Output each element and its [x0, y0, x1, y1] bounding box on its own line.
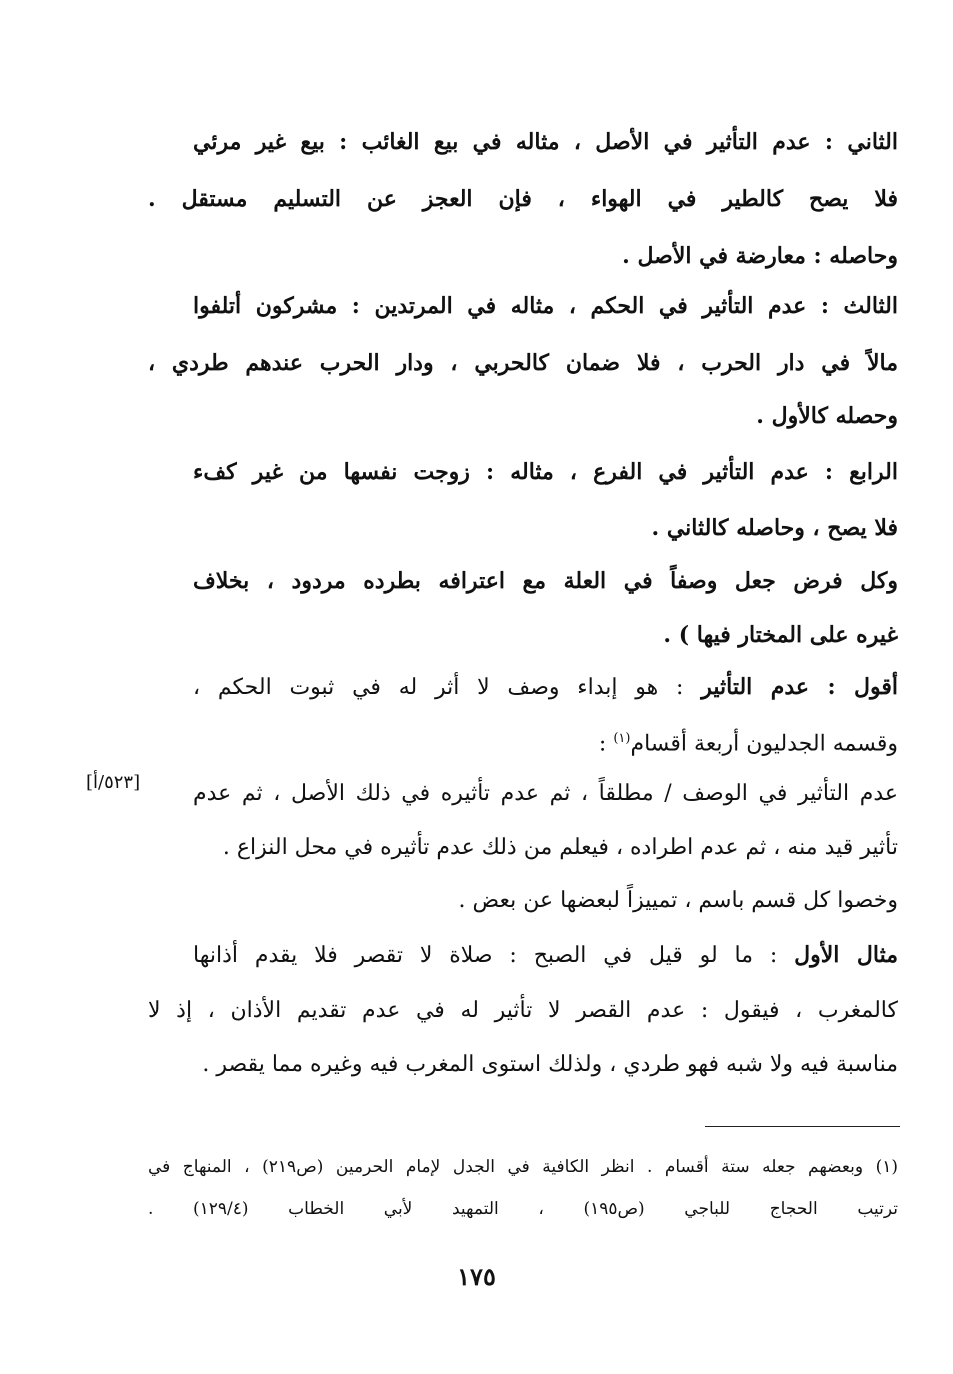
- mithal-text: : ما لو قيل في الصبح : صلاة لا تقصر فلا يقدم أذانها: [193, 943, 795, 968]
- footnote-line-2: ترتيب الحجاج للباجي (ص١٩٥) ، التمهيد لأبي الخطاب (١٢٩/٤) .: [148, 1199, 898, 1219]
- matn-line-7: الرابع : عدم التأثير في الفرع ، مثاله : زوجت نفسها من غير كفء: [193, 459, 898, 485]
- commentary-line-11: [193, 665, 898, 709]
- matn-line-2: فلا يصح كالطير في الهواء ، فإن العجز عن التسليم مستقل .: [148, 186, 898, 212]
- footnote-separator: [705, 1126, 900, 1127]
- matn-line-10: غيره على المختار فيها ) .: [663, 622, 898, 648]
- commentary-line-14: تأثير قيد منه ، ثم عدم اطراده ، فيعلم من ذلك عدم تأثيره في محل النزاع .: [222, 835, 898, 860]
- matn-line-3: وحاصله : معارضة في الأصل .: [622, 243, 898, 269]
- footnote-marker: (١): [613, 731, 631, 746]
- aqulu-label: أقول : عدم التأثير: [701, 674, 898, 700]
- line-12-text: وقسمه الجدليون أربعة أقسام: [630, 731, 898, 757]
- commentary-line-17: كالمغرب ، فيقول : عدم القصر لا تأثير له في عدم تقديم الأذان ، إذ لا: [148, 998, 898, 1023]
- matn-line-8: فلا يصح ، وحاصله كالثاني .: [651, 515, 898, 541]
- commentary-line-13: عدم التأثير في الوصف / مطلقاً ، ثم عدم تأثيره في ذلك الأصل ، ثم عدم: [193, 781, 898, 806]
- commentary-line-12: [148, 717, 898, 761]
- commentary-line-16: [193, 933, 898, 977]
- matn-line-9: وكل فرض جعل وصفاً في العلة مع اعترافه بطرده مردود ، بخلاف: [193, 568, 898, 594]
- page-number: ١٧٥: [457, 1262, 496, 1291]
- manuscript-folio-ref: [٥٢٣/أ]: [86, 772, 141, 793]
- commentary-line-15: وخصوا كل قسم باسم ، تمييزاً لبعضها عن بعض .: [458, 888, 898, 913]
- mithal-label: مثال الأول: [794, 942, 898, 968]
- matn-line-1: الثاني : عدم التأثير في الأصل ، مثاله في بيع الغائب : بيع غير مرئي: [193, 129, 898, 155]
- line-12-tail: :: [598, 731, 614, 757]
- footnote-line-1: (١) وبعضهم جعله ستة أقسام . انظر الكافية في الجدل لإمام الحرمين (ص٢١٩) ، المنهاج في: [148, 1157, 898, 1177]
- matn-line-6: وحصله كالأول .: [756, 403, 898, 429]
- aqulu-text: : هو إبداء وصف لا أثر له في ثبوت الحكم ،: [193, 675, 702, 700]
- matn-line-4: الثالث : عدم التأثير في الحكم ، مثاله في المرتدين : مشركون أتلفوا: [193, 293, 898, 319]
- commentary-line-18: مناسبة فيه ولا شبه فهو طردي ، ولذلك استوى المغرب فيه وغيره مما يقصر .: [202, 1052, 898, 1077]
- matn-line-5: مالاً في دار الحرب ، فلا ضمان كالحربي ، ودار الحرب عندهم طردي ،: [148, 350, 898, 376]
